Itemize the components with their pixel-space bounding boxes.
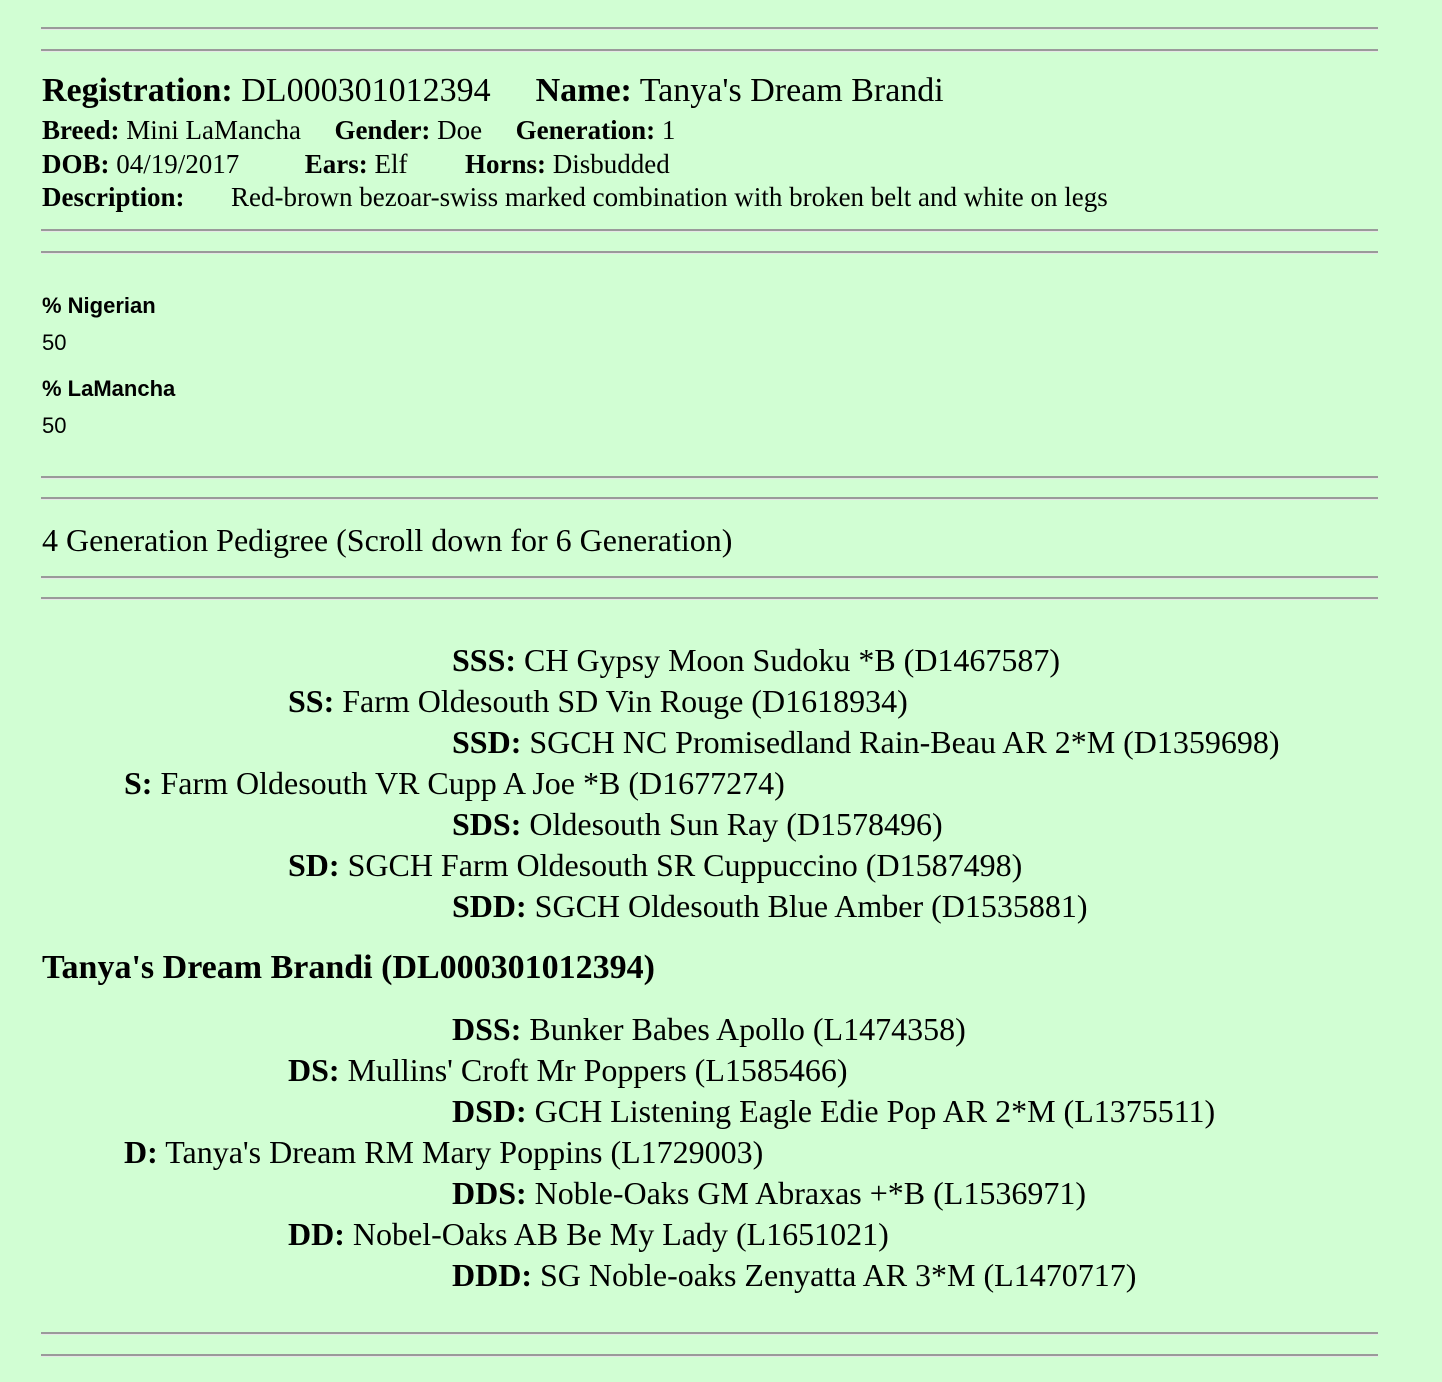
pedigree-code: SDD: — [452, 888, 527, 924]
pedigree-code: DDD: — [452, 1257, 532, 1293]
pedigree-entry-ds — [288, 1051, 848, 1089]
pedigree-name: Tanya's Dream RM Mary Poppins (L1729003) — [165, 1134, 764, 1170]
pedigree-name: SGCH NC Promisedland Rain-Beau AR 2*M (D1359698) — [529, 724, 1280, 760]
dob-line — [42, 148, 670, 180]
pedigree-entry-dsd — [452, 1092, 1215, 1130]
pedigree-name: SGCH Farm Oldesouth SR Cuppuccino (D1587498) — [347, 847, 1023, 883]
divider — [41, 476, 1378, 479]
breed-value: Mini LaMancha — [126, 115, 301, 145]
ears-value: Elf — [374, 149, 408, 179]
pedigree-name: SGCH Oldesouth Blue Amber (D1535881) — [534, 888, 1088, 924]
name-value: Tanya's Dream Brandi — [639, 72, 944, 109]
pedigree-code: SSD: — [452, 724, 522, 760]
gender-label: Gender: — [334, 115, 431, 145]
pedigree-code: S: — [124, 765, 153, 801]
pedigree-entry-ssd — [452, 723, 1280, 761]
registration-line — [42, 71, 944, 111]
pedigree-entry-sds — [452, 805, 943, 843]
divider — [41, 229, 1378, 232]
pedigree-entry-sd — [288, 846, 1022, 884]
gender-value: Doe — [437, 115, 483, 145]
pedigree-name: Bunker Babes Apollo (L1474358) — [529, 1011, 966, 1047]
pedigree-name: Farm Oldesouth VR Cupp A Joe *B (D1677274) — [160, 765, 785, 801]
pedigree-code: SS: — [288, 683, 335, 719]
divider — [41, 497, 1378, 500]
divider — [41, 27, 1378, 30]
pedigree-code: SD: — [288, 847, 340, 883]
pedigree-name: Mullins' Croft Mr Poppers (L1585466) — [347, 1052, 848, 1088]
pedigree-code: DD: — [288, 1216, 345, 1252]
divider — [41, 1354, 1378, 1357]
horns-value: Disbudded — [552, 149, 670, 179]
percent-nigerian-label: % Nigerian — [42, 293, 156, 318]
generation-value: 1 — [661, 115, 676, 145]
percent-lamancha-label: % LaMancha — [42, 376, 176, 401]
pedigree-entry-sdd — [452, 887, 1088, 925]
divider — [41, 251, 1378, 254]
horns-label: Horns: — [465, 149, 547, 179]
pedigree-code: DS: — [288, 1052, 340, 1088]
pedigree-name: Farm Oldesouth SD Vin Rouge (D1618934) — [342, 683, 908, 719]
percent-nigerian-value: 50 — [42, 330, 67, 355]
pedigree-name: Nobel-Oaks AB Be My Lady (L1651021) — [352, 1216, 889, 1252]
pedigree-code: DDS: — [452, 1175, 527, 1211]
pedigree-name: SG Noble-oaks Zenyatta AR 3*M (L1470717) — [539, 1257, 1137, 1293]
divider — [41, 49, 1378, 52]
pedigree-subject: Tanya's Dream Brandi (DL000301012394) — [42, 949, 655, 986]
pedigree-entry-dam — [124, 1133, 763, 1171]
breed-label: Breed: — [42, 115, 120, 145]
pedigree-entry-dds — [452, 1174, 1086, 1212]
pedigree-code: SSS: — [452, 642, 517, 678]
pedigree-name: CH Gypsy Moon Sudoku *B (D1467587) — [524, 642, 1061, 678]
generation-label: Generation: — [515, 115, 656, 145]
dob-label: DOB: — [42, 149, 110, 179]
dob-value: 04/19/2017 — [116, 149, 240, 179]
pedigree-name: Noble-Oaks GM Abraxas +*B (L1536971) — [534, 1175, 1086, 1211]
pedigree-code: SDS: — [452, 806, 522, 842]
pedigree-title: 4 Generation Pedigree (Scroll down for 6 Generation) — [42, 522, 733, 558]
pedigree-entry-dss — [452, 1010, 966, 1048]
pedigree-code: DSS: — [452, 1011, 522, 1047]
pedigree-entry-dd — [288, 1215, 889, 1253]
divider — [41, 576, 1378, 579]
ears-label: Ears: — [304, 149, 368, 179]
description-value: Red-brown bezoar-swiss marked combination with broken belt and white on legs — [231, 182, 1108, 212]
registration-value: DL000301012394 — [241, 72, 491, 109]
name-label: Name: — [535, 72, 632, 109]
pedigree-entry-ddd — [452, 1256, 1136, 1294]
pedigree-entry-sss — [452, 641, 1060, 679]
pedigree-entry-sire — [124, 764, 785, 802]
divider — [41, 1332, 1378, 1335]
pedigree-name: Oldesouth Sun Ray (D1578496) — [529, 806, 943, 842]
breed-line — [42, 114, 675, 146]
pedigree-name: GCH Listening Eagle Edie Pop AR 2*M (L1375511) — [534, 1093, 1216, 1129]
registration-label: Registration: — [42, 72, 233, 109]
description-line — [42, 181, 184, 213]
divider — [41, 597, 1378, 600]
percent-lamancha-value: 50 — [42, 413, 67, 438]
pedigree-entry-ss — [288, 682, 908, 720]
pedigree-code: DSD: — [452, 1093, 527, 1129]
description-label: Description: — [42, 182, 185, 212]
pedigree-code: D: — [124, 1134, 158, 1170]
